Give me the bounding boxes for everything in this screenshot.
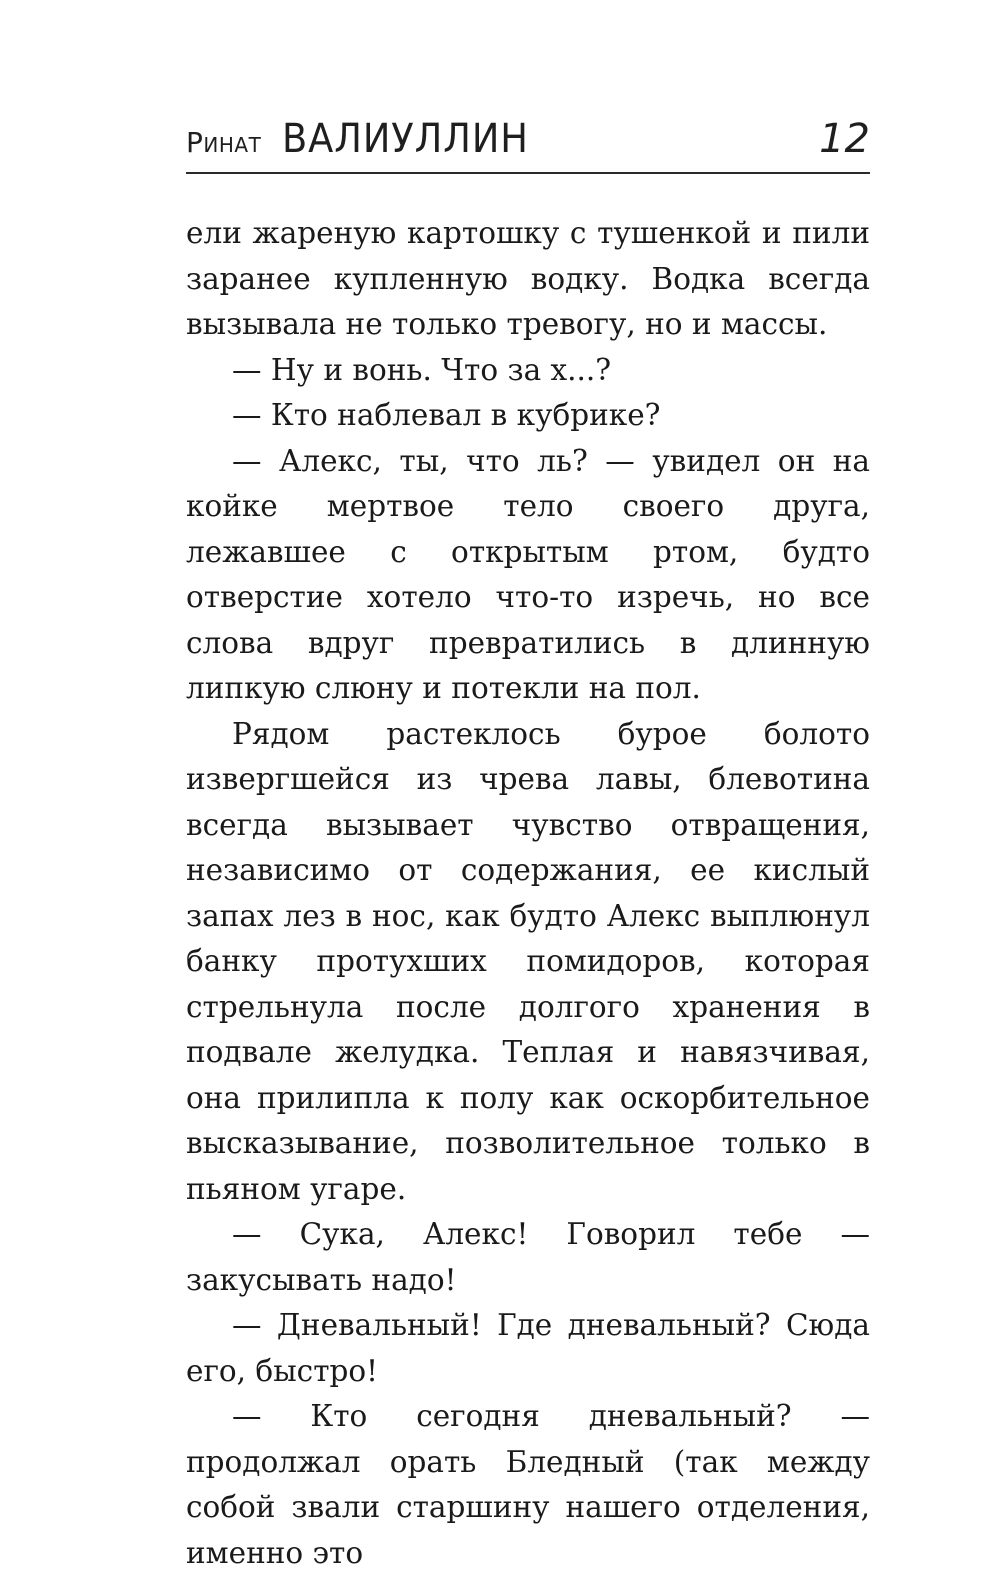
paragraph: — Дневальный! Где дневальный? Сюда его, быстро! (186, 1308, 870, 1388)
paragraph: — Ну и вонь. Что за х...? (232, 352, 612, 387)
page-number: 12 (819, 116, 870, 162)
page-body (186, 211, 870, 1576)
paragraph: ели жареную картошку с тушенкой и пили заранее купленную водку. Водка всегда вызывала не только тревогу, но и массы. (186, 216, 870, 341)
author-last-name: ВАЛИУЛЛИН (282, 116, 529, 162)
paragraph: — Кто наблевал в кубрике? (232, 398, 661, 432)
paragraph: — Кто сегодня дневальный? — продолжал орать Бледный (так между собой звали старшину нашего отделения, именно это (186, 1399, 870, 1570)
running-header (186, 112, 870, 168)
author-first-name: Ринат (186, 126, 262, 159)
header-divider (186, 172, 870, 174)
paragraph: Рядом растеклось бурое болото извергшейся из чрева лавы, блевотина всегда вызывает чувство отвращения, независимо от содержания, ее кислый запах лез в нос, как будто Алекс выплюнул банку протухших помидоров, которая стрельнула после долгого хранения в подвале желудка. Теплая и навязчивая, она прилипла к полу как оскорбительное высказывание, позволительное только в пьяном угаре. (186, 716, 870, 1206)
paragraph: — Алекс, ты, что ль? — увидел он на койке мертвое тело своего друга, лежавшее с открытым ртом, будто отверстие хотело что-то изречь, но все слова вдруг превратились в длинную липкую слюну и потекли на пол. (186, 443, 870, 705)
paragraph: — Сука, Алекс! Говорил тебе — закусывать надо! (186, 1217, 870, 1297)
